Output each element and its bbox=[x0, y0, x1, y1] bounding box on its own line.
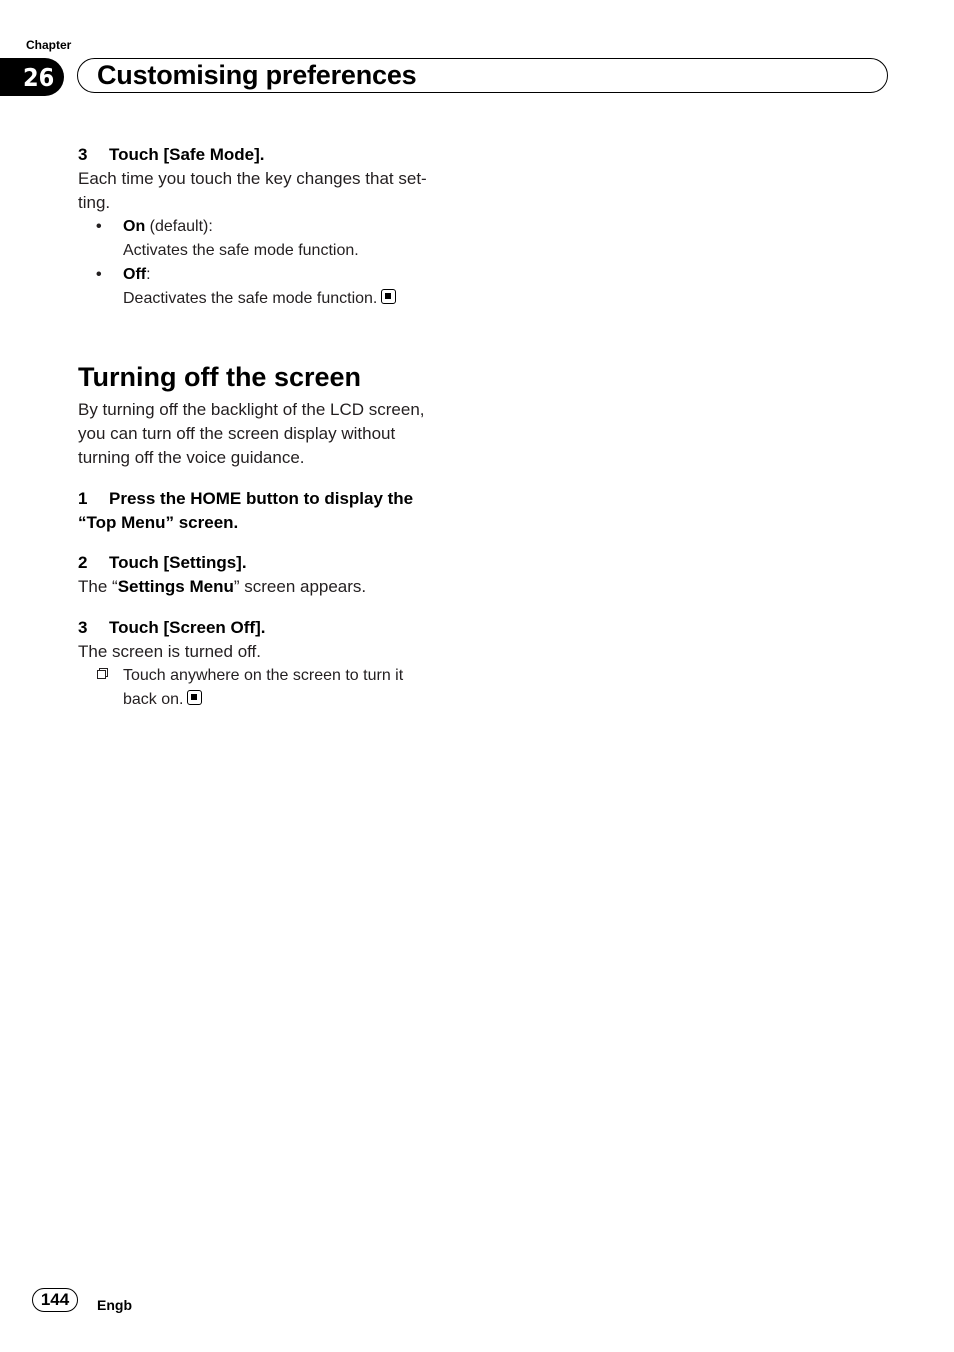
desc-text: The “ bbox=[78, 577, 118, 596]
intro-line: turning off the voice guidance. bbox=[78, 448, 305, 467]
desc-text: ” screen appears. bbox=[233, 577, 367, 596]
step-touch-screen-off bbox=[78, 616, 468, 640]
page-content bbox=[78, 143, 468, 712]
option-suffix: : bbox=[146, 266, 151, 283]
page-number: 144 bbox=[32, 1288, 78, 1312]
step-text: Touch [Safe Mode]. bbox=[109, 145, 265, 164]
desc-bold: Settings Menu bbox=[117, 577, 234, 596]
option-off bbox=[78, 263, 468, 311]
note-line: Touch anywhere on the screen to turn it bbox=[123, 667, 404, 684]
language-code: Engb bbox=[97, 1297, 132, 1313]
note-line: back on. bbox=[123, 691, 184, 708]
safe-mode-description bbox=[78, 167, 468, 215]
step-safe-mode bbox=[78, 143, 468, 167]
option-suffix: (default): bbox=[145, 218, 213, 235]
step-text: Touch [Settings]. bbox=[109, 553, 247, 572]
option-desc: Activates the safe mode function. bbox=[123, 242, 359, 259]
option-name: On bbox=[123, 218, 146, 235]
intro-line: you can turn off the screen display without bbox=[78, 424, 396, 443]
bullet-icon: • bbox=[96, 218, 102, 235]
section-intro bbox=[78, 398, 468, 470]
section-heading: Turning off the screen bbox=[78, 362, 362, 392]
step-text: Touch [Screen Off]. bbox=[109, 618, 266, 637]
chapter-title: Customising preferences bbox=[97, 60, 417, 90]
step-number: 1 bbox=[78, 489, 88, 508]
bullet-icon: • bbox=[96, 266, 102, 283]
step-text: Press the HOME button to display the bbox=[109, 489, 414, 508]
note bbox=[78, 664, 468, 712]
chapter-title-bar bbox=[77, 58, 888, 93]
step-text: “Top Menu” screen. bbox=[78, 513, 239, 532]
settings-description bbox=[78, 575, 468, 599]
end-mark-icon bbox=[187, 690, 202, 705]
desc-line: Each time you touch the key changes that set- bbox=[78, 169, 427, 188]
option-desc: Deactivates the safe mode function. bbox=[123, 290, 378, 307]
step-number: 3 bbox=[78, 618, 88, 637]
note-checkbox-icon bbox=[97, 670, 106, 679]
screen-off-description: The screen is turned off. bbox=[78, 642, 262, 661]
chapter-label: Chapter bbox=[26, 38, 72, 52]
intro-line: By turning off the backlight of the LCD screen, bbox=[78, 400, 425, 419]
step-press-home bbox=[78, 487, 468, 535]
step-number: 2 bbox=[78, 553, 88, 572]
option-name: Off bbox=[123, 266, 147, 283]
option-on bbox=[78, 215, 468, 263]
step-number: 3 bbox=[78, 145, 88, 164]
desc-line: ting. bbox=[78, 193, 111, 212]
step-touch-settings bbox=[78, 551, 468, 575]
end-mark-icon bbox=[381, 289, 396, 304]
chapter-number-tab: 26 bbox=[0, 58, 64, 96]
